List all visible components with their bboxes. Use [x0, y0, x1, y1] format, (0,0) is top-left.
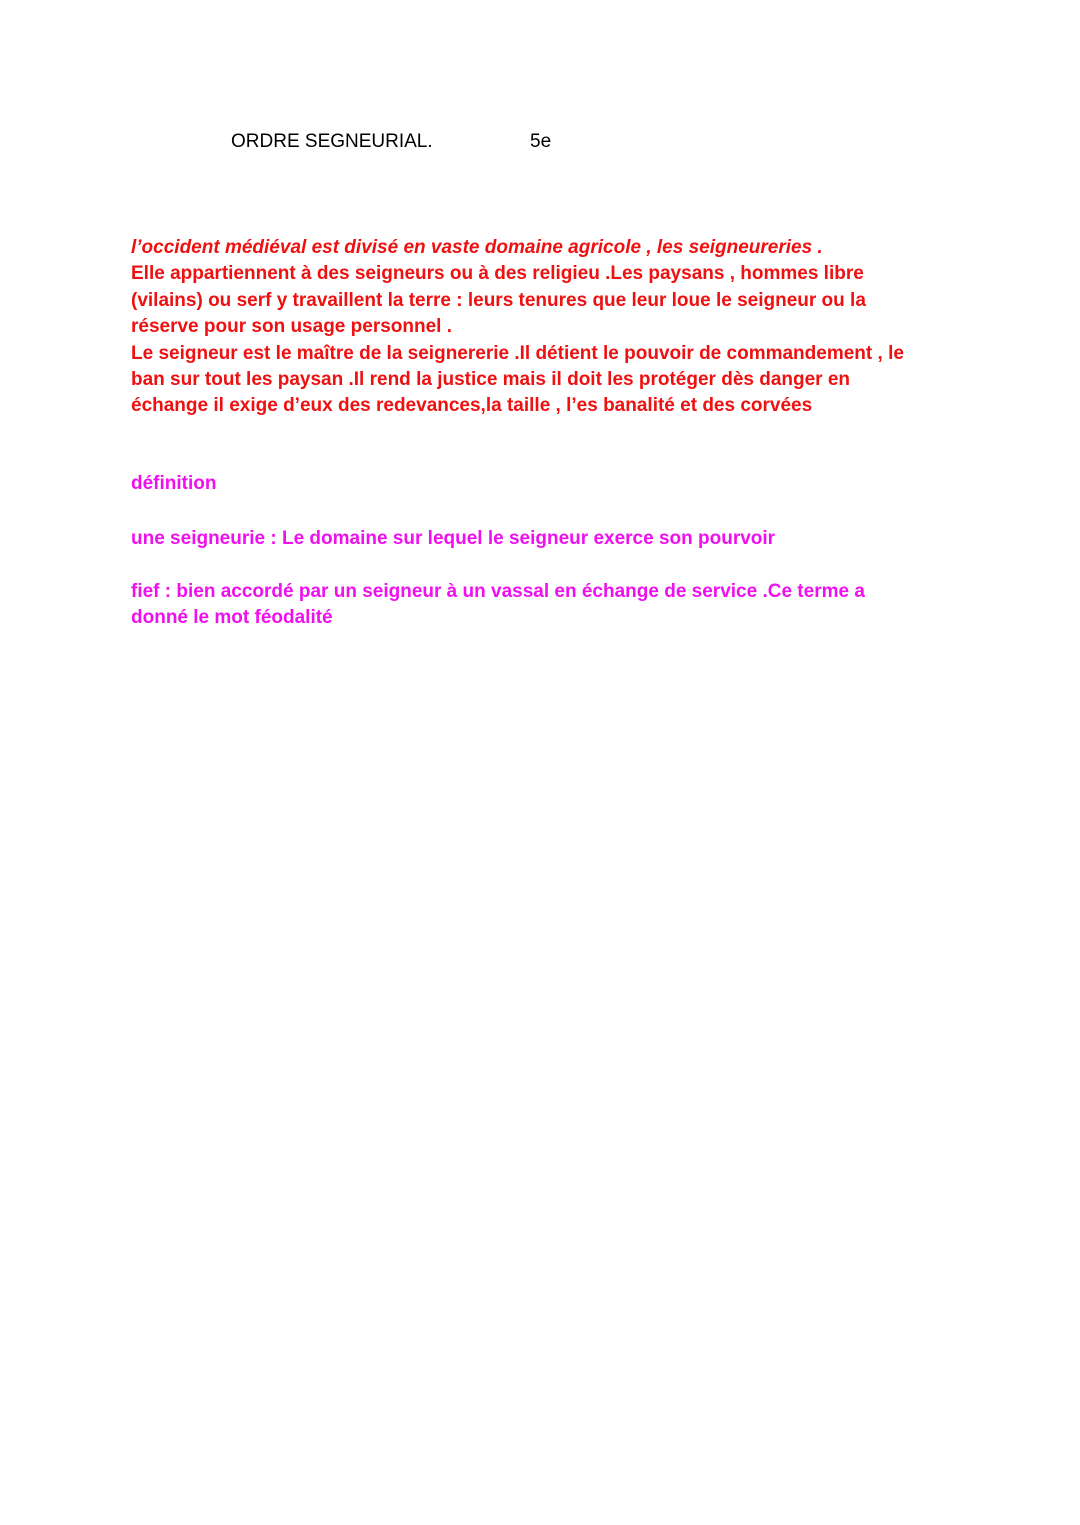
definition-seigneurie: [131, 526, 775, 552]
intro-paragraph: [131, 235, 991, 420]
intro-line: Elle appartiennent à des seigneurs ou à des religieu .Les paysans , hommes libre: [131, 263, 864, 285]
intro-line: l’occident médiéval est divisé en vaste domaine agricole , les seigneureries .: [131, 237, 823, 258]
definition-line: une seigneurie : Le domaine sur lequel le seigneur exerce son pourvoir: [131, 528, 776, 549]
definition-line: donné le mot féodalité: [131, 607, 333, 629]
intro-line: échange il exige d’eux des redevances,la taille , l’es banalité et des corvées: [131, 395, 813, 417]
intro-line: réserve pour son usage personnel .: [131, 316, 452, 338]
intro-line: Le seigneur est le maître de la seignererie .Il détient le pouvoir de commandement , le: [131, 342, 904, 364]
definition-heading: définition: [131, 473, 217, 494]
definition-line: fief : bien accordé par un seigneur à un vassal en échange de service .Ce terme a: [131, 581, 865, 602]
document-title: ORDRE SEGNEURIAL.: [231, 131, 433, 152]
intro-line: ban sur tout les paysan .Il rend la justice mais il doit les protéger dès danger en: [131, 369, 851, 391]
grade-level: 5e: [530, 131, 552, 152]
definition-fief: [131, 579, 865, 632]
intro-line: (vilains) ou serf y travaillent la terre : leurs tenures que leur loue le seigneur ou la: [131, 289, 866, 311]
